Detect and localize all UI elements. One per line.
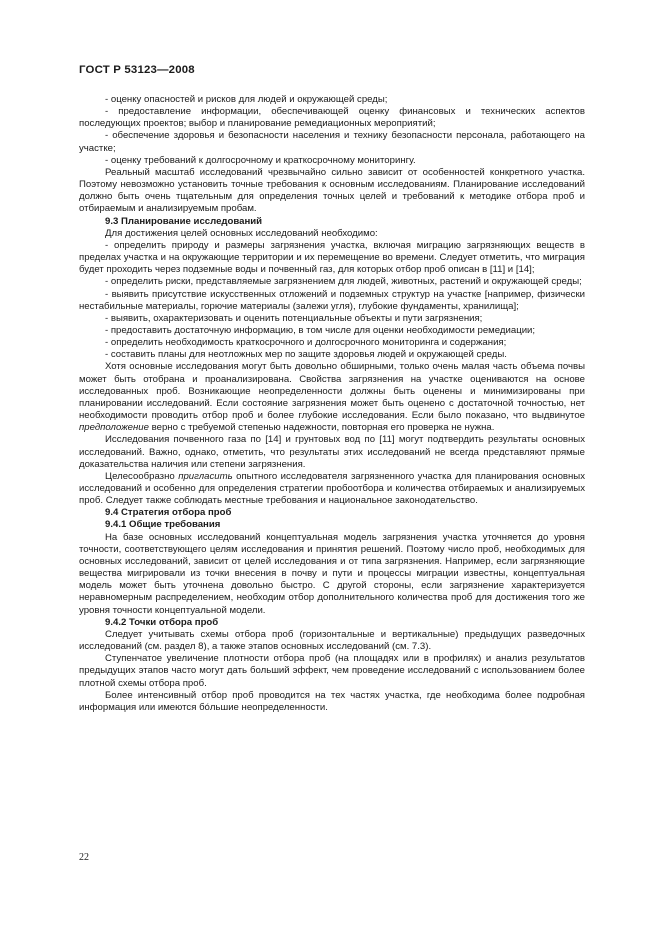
paragraph: - оценку требований к долгосрочному и краткосрочному мониторингу. xyxy=(105,154,416,166)
italic-term: предположение xyxy=(79,422,149,434)
text-run: верно с требуемой степенью надежности, повторная его проверка не нужна. xyxy=(148,422,495,434)
paragraph: - определить необходимость краткосрочного и долгосрочного мониторинга и содержания; xyxy=(105,337,507,349)
paragraph: Для достижения целей основных исследований необходимо: xyxy=(105,227,378,239)
paragraph xyxy=(79,361,585,434)
text-run: опытного исследователя загрязненного участка для планирования основных исследований и особенно для определения стратегии пробоотбора и количества отбираемых и анализируемых проб. Следует также соблюдать местные требования и национальное законодательство. xyxy=(79,470,585,507)
document-body xyxy=(79,94,585,714)
paragraph: - составить планы для неотложных мер по защите здоровья людей и окружающей среды. xyxy=(105,349,507,361)
page-number: 22 xyxy=(79,852,89,863)
paragraph: - определить природу и размеры загрязнения участка, включая миграцию загрязняющих веществ в пределах участка и на окружающие территории и их перемещение во времени. Следует отметить, что миграция будет проходить через подземные воды и почвенный газ, для которых отбор проб описан в [11] и [14]; xyxy=(79,239,585,276)
paragraph: Более интенсивный отбор проб проводится на тех частях участка, где необходима более подробная информация или имеются бóльшие неопределенности. xyxy=(79,689,585,713)
text-run: Целесообразно xyxy=(105,470,179,482)
paragraph: Реальный масштаб исследований чрезвычайно сильно зависит от особенностей конкретного участка. Поэтому невозможно установить точные требования к основным исследованиям. Планирование исследований должно быть очень тщательным для определения точных целей и требований к методике отбора проб и отбираемым и анализируемым пробам. xyxy=(79,166,585,215)
section-heading: 9.3 Планирование исследований xyxy=(105,215,263,227)
paragraph: - выявить, охарактеризовать и оценить потенциальные объекты и пути загрязнения; xyxy=(105,312,483,324)
paragraph: Ступенчатое увеличение плотности отбора проб (на площадях или в профилях) и анализ результатов предыдущих этапов часто могут дать больший эффект, чем проведение исследований с использованием более плотной схемы отбора проб. xyxy=(79,653,585,689)
subsection-heading: 9.4.2 Точки отбора проб xyxy=(105,616,219,628)
text-run: Хотя основные исследования могут быть довольно обширными, только очень малая часть объема почвы может быть отобрана и проанализирована. Свойства загрязнения на участке оцениваются на основе исследованных проб. Возникающие неопределенности должны быть оценены и минимизированы при планировании исследований. Если состояние загрязнения может быть оценено с достаточной точностью, нет необходимости проводить отбор проб и более глубокие исследования. Если было показано, что выдвинутое xyxy=(79,361,585,422)
paragraph: Исследования почвенного газа по [14] и грунтовых вод по [11] могут подтвердить результаты основных исследований. Важно, однако, отметить, что результаты этих исследований не всегда представляют прямые доказательства наличия или степени загрязнения. xyxy=(79,434,585,470)
paragraph: На базе основных исследований концептуальная модель загрязнения участка уточняется до уровня точности, соответствующего целям исследования и принятия решений. Поэтому число проб, необходимых для основных исследований, зависит от целей исследования и от типа загрязнения. Например, если загрязняющие вещества мигрировали из точки внесения в почву и пути и процессы миграции известны, концептуальная модель может быть уточнена довольно быстро. С другой стороны, если загрязнение характеризуется неравномерным распределением, необходим отбор дополнительного количества проб для достижения того же уровня точности концептуальной модели. xyxy=(79,531,585,616)
paragraph xyxy=(79,471,585,507)
paragraph: - предоставление информации, обеспечивающей оценку финансовых и технических аспектов последующих проектов; выбор и планирование ремедиационных мероприятий; xyxy=(79,106,585,130)
subsection-heading: 9.4.1 Общие требования xyxy=(105,519,221,531)
paragraph: Следует учитывать схемы отбора проб (горизонтальные и вертикальные) предыдущих разведочных исследований (см. раздел 8), а также этапов основных исследований (см. 7.3). xyxy=(79,628,585,653)
section-heading: 9.4 Стратегия отбора проб xyxy=(105,507,232,519)
italic-term: пригласить xyxy=(178,470,233,482)
paragraph: - определить риски, представляемые загрязнением для людей, животных, растений и окружающей среды; xyxy=(105,276,582,288)
document-header: ГОСТ Р 53123—2008 xyxy=(79,64,195,76)
paragraph: - оценку опасностей и рисков для людей и окружающей среды; xyxy=(105,94,388,105)
paragraph: - предоставить достаточную информацию, в том числе для оценки необходимости ремедиации; xyxy=(105,324,536,336)
paragraph: - обеспечение здоровья и безопасности населения и технику безопасности персонала, работающего на участке; xyxy=(79,130,585,154)
paragraph: - выявить присутствие искусственных отложений и подземных структур на участке [например, физически нестабильные материалы, горючие материалы (залежи угля), глубокие фундаменты, хранилища]; xyxy=(79,288,585,312)
